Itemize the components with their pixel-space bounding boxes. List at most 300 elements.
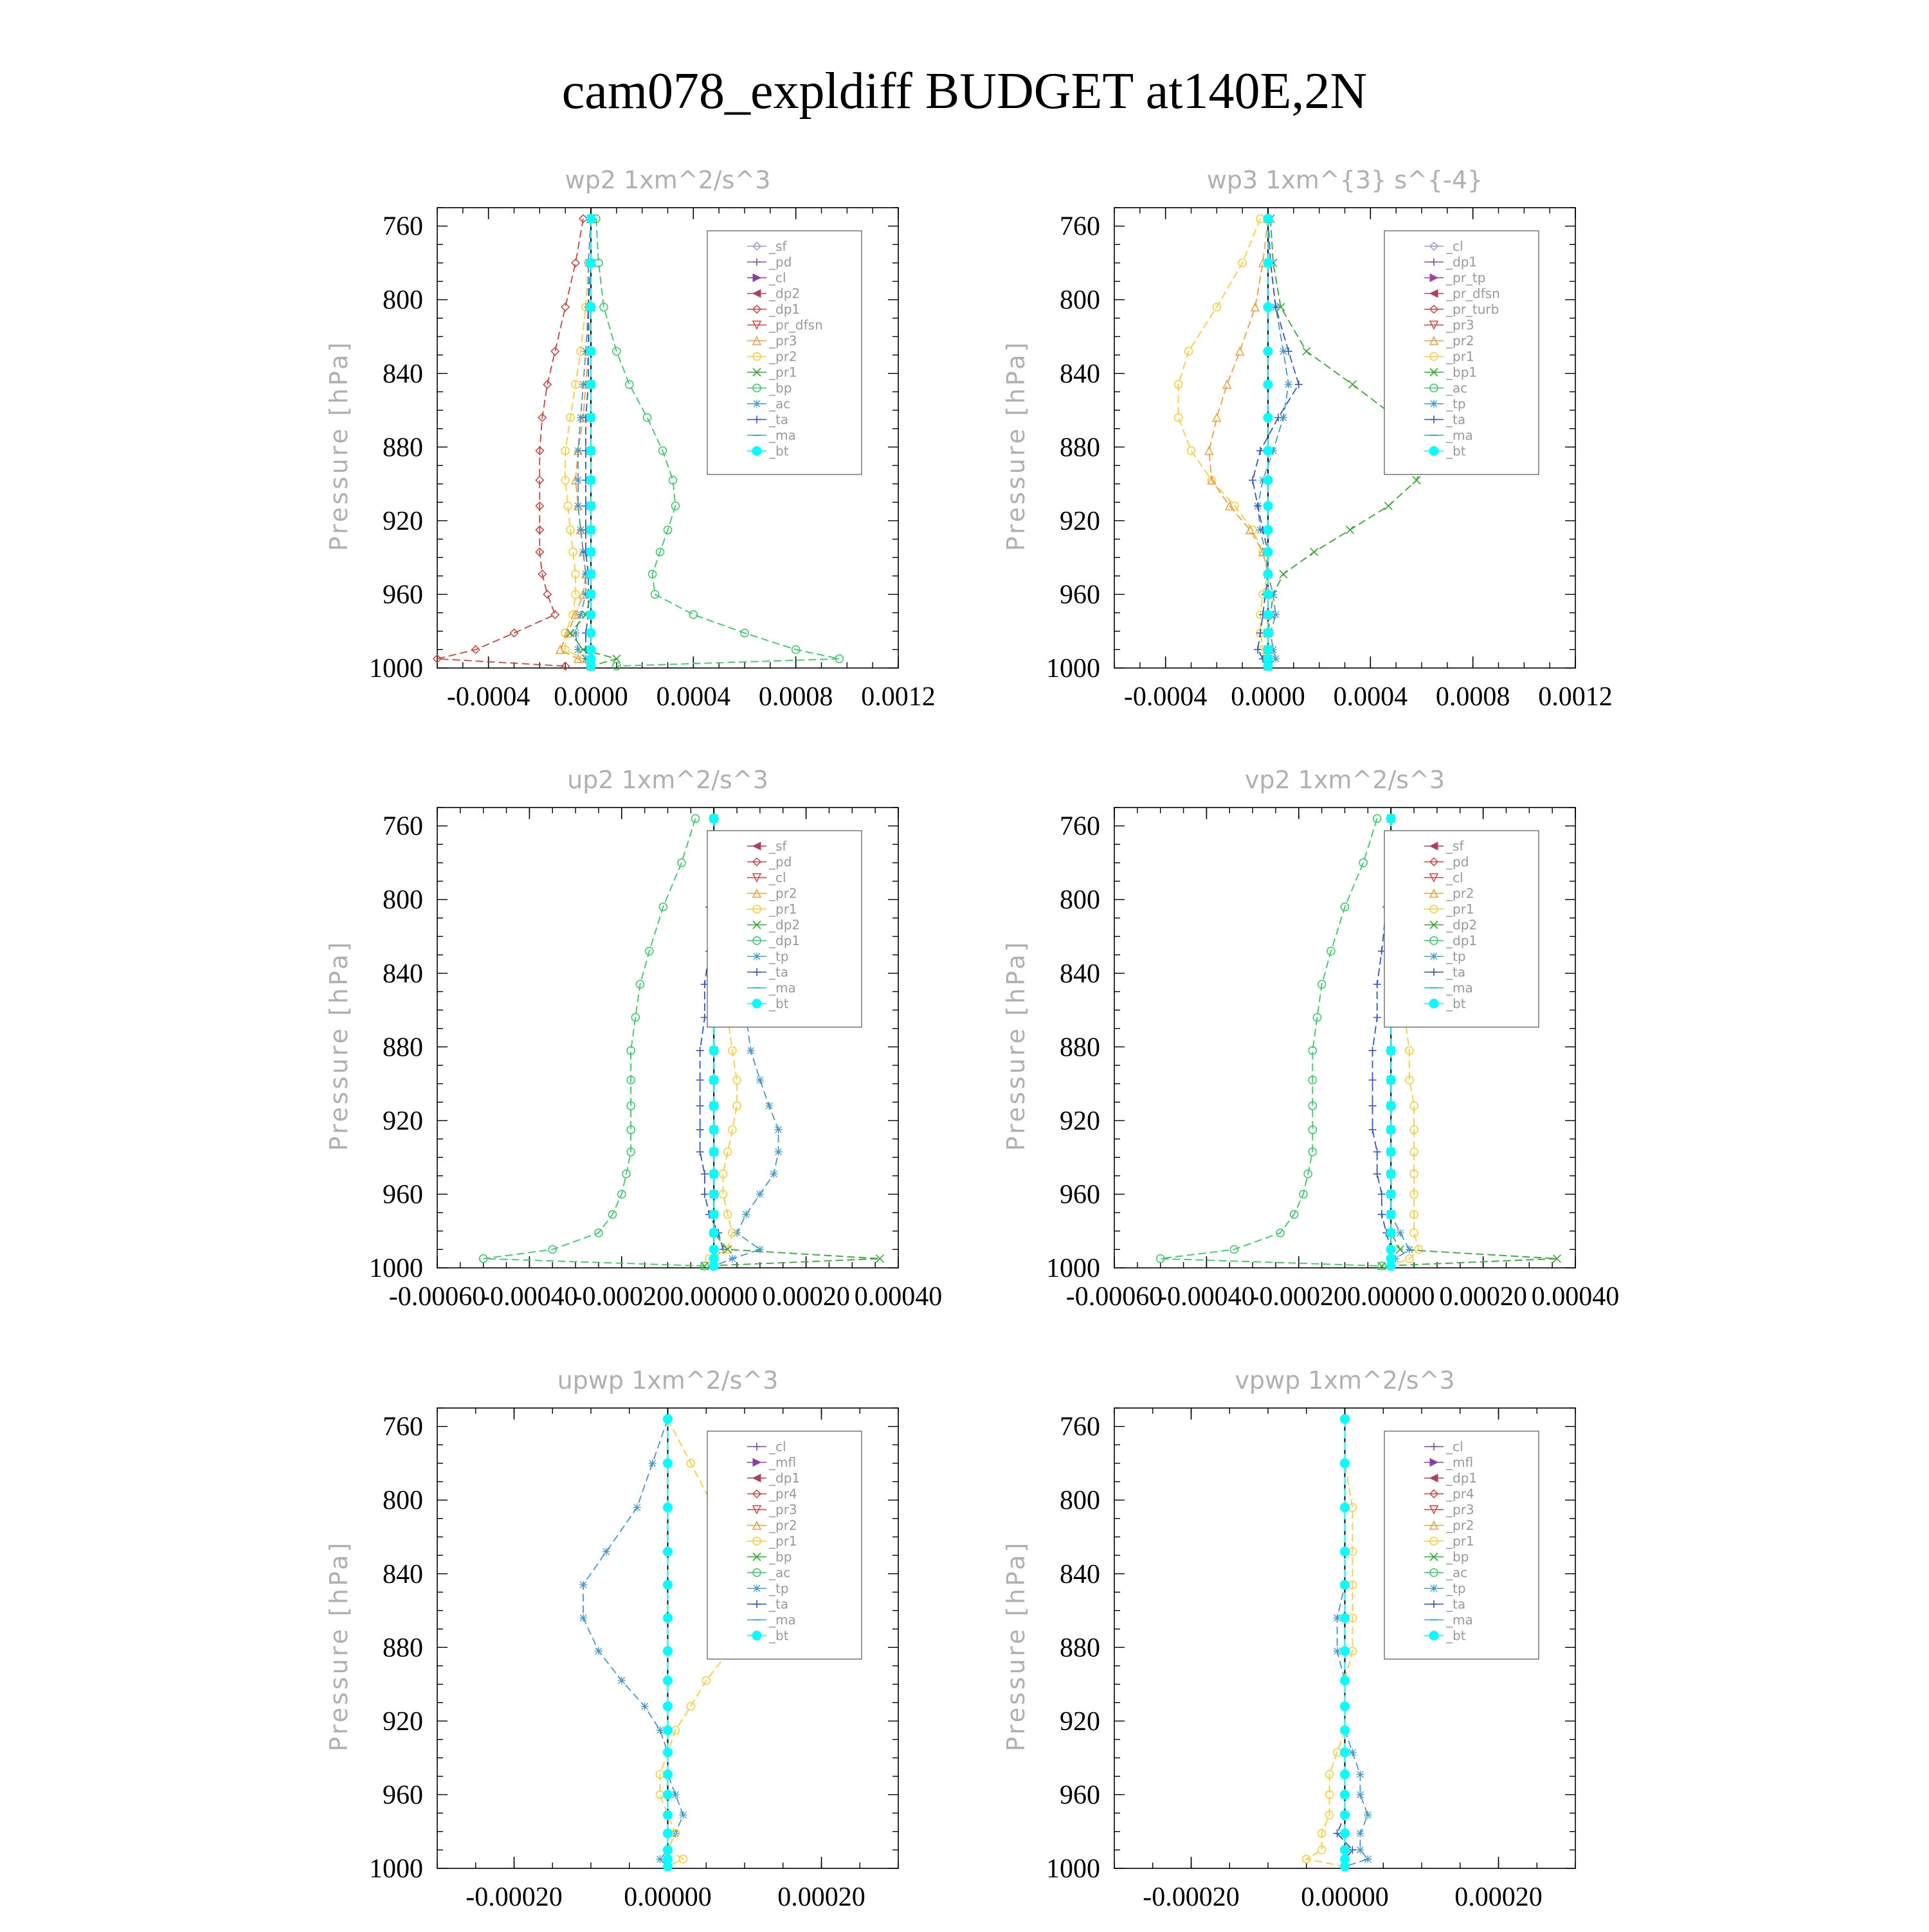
data-point xyxy=(729,1255,736,1263)
legend-label: _pr3 xyxy=(769,333,797,348)
legend-label: _ta xyxy=(1446,964,1466,980)
y-tick-label: 800 xyxy=(383,885,423,916)
data-point xyxy=(664,1845,673,1854)
data-point xyxy=(574,447,582,455)
x-tick-label: 0.00000 xyxy=(1346,1282,1435,1312)
y-tick-label: 1000 xyxy=(1046,654,1100,683)
legend-label: _bt xyxy=(769,1628,789,1643)
data-point xyxy=(1348,1749,1356,1756)
legend-label: _pr1 xyxy=(1446,1533,1474,1549)
data-point xyxy=(1406,1245,1413,1253)
y-tick-label: 920 xyxy=(383,1706,423,1737)
y-tick-label: 880 xyxy=(1060,1033,1100,1063)
x-tick-label: 0.00020 xyxy=(777,1882,865,1912)
legend-label: _bp xyxy=(769,380,792,396)
data-point xyxy=(1263,645,1272,654)
legend-label: _pr1 xyxy=(1446,348,1474,365)
main-title: cam078_expldiff BUDGET at140E,2N xyxy=(561,63,1368,120)
legend-label: _pr1 xyxy=(769,1533,797,1549)
data-point xyxy=(657,1855,664,1863)
y-tick-label: 800 xyxy=(1060,885,1100,916)
data-point xyxy=(586,662,595,671)
y-tick-label: 960 xyxy=(1060,1180,1100,1210)
legend-label: _pr_dfsn xyxy=(1446,285,1500,302)
data-point xyxy=(1386,1101,1395,1110)
legend-label: _dp1 xyxy=(1446,933,1478,948)
legend-label: _dp2 xyxy=(769,917,801,933)
data-point xyxy=(709,1101,718,1110)
y-tick-label: 1000 xyxy=(369,1854,423,1884)
legend-label: _dp2 xyxy=(769,285,801,302)
data-point xyxy=(664,1748,673,1757)
y-tick-label: 840 xyxy=(1060,1559,1100,1589)
legend-marker xyxy=(753,953,761,961)
x-tick-label: 0.0008 xyxy=(758,682,833,712)
data-point xyxy=(1334,1647,1341,1655)
y-tick-label: 880 xyxy=(383,1033,423,1063)
data-point xyxy=(671,1791,679,1798)
data-point xyxy=(756,1190,764,1198)
y-tick-label: 1000 xyxy=(1046,1254,1100,1283)
legend-label: _sf xyxy=(1446,838,1464,854)
y-tick-label: 920 xyxy=(1060,1706,1100,1737)
legend-label: _bp xyxy=(1446,1549,1469,1565)
data-point xyxy=(1285,381,1292,388)
data-point xyxy=(1272,611,1280,618)
legend-label: _ma xyxy=(769,980,796,996)
y-tick-label: 840 xyxy=(383,1559,423,1589)
legend-label: _pr1 xyxy=(769,901,797,917)
data-point xyxy=(664,1414,673,1423)
x-tick-label: 0.0012 xyxy=(861,682,936,712)
chart-panel xyxy=(1002,166,1613,712)
legend-label: _bp xyxy=(769,1549,792,1565)
y-tick-label: 960 xyxy=(383,580,423,610)
x-tick-label: 0.0004 xyxy=(1333,682,1408,712)
data-point xyxy=(586,525,595,534)
data-point xyxy=(586,214,595,223)
data-point xyxy=(1263,303,1272,312)
legend-label: _pr2 xyxy=(1446,1517,1474,1533)
data-point xyxy=(1263,258,1272,267)
y-axis-label: Pressure [hPa] xyxy=(1002,1540,1030,1752)
data-point xyxy=(664,1547,673,1556)
data-point xyxy=(1334,1614,1341,1621)
data-point xyxy=(664,1726,673,1735)
data-point xyxy=(1386,1076,1395,1085)
chart-title: vp2 1xm^2/s^3 xyxy=(1244,766,1445,794)
legend-label: _pr_tp xyxy=(1446,270,1486,285)
legend-label: _pr_turb xyxy=(1446,302,1499,317)
y-tick-label: 760 xyxy=(383,212,423,242)
data-point xyxy=(1341,1770,1350,1779)
y-axis-label: Pressure [hPa] xyxy=(1002,939,1030,1151)
x-tick-label: -0.0004 xyxy=(1123,682,1208,712)
data-point xyxy=(709,1245,718,1254)
data-point xyxy=(756,1245,764,1253)
legend-label: _pr2 xyxy=(1446,885,1474,901)
legend-marker xyxy=(1429,999,1438,1008)
chart-title: wp2 1xm^2/s^3 xyxy=(565,166,771,194)
data-point xyxy=(586,413,595,422)
data-point xyxy=(1341,1503,1350,1512)
x-tick-label: 0.0000 xyxy=(554,682,628,712)
legend-label: _tp xyxy=(1446,396,1466,411)
data-point xyxy=(664,1829,673,1838)
y-tick-label: 960 xyxy=(383,1180,423,1210)
data-point xyxy=(1341,1580,1350,1589)
legend-label: _bt xyxy=(769,996,789,1011)
legend-label: _sf xyxy=(769,838,787,854)
data-point xyxy=(1356,1846,1364,1854)
data-point xyxy=(1263,662,1272,671)
legend-label: _pd xyxy=(769,254,792,270)
data-point xyxy=(1263,476,1272,485)
data-point xyxy=(709,1125,718,1134)
legend-label: _ac xyxy=(769,396,791,411)
legend-label: _pr3 xyxy=(769,1502,797,1517)
data-point xyxy=(1386,1189,1395,1198)
data-point xyxy=(664,1503,673,1512)
x-tick-label: 0.00000 xyxy=(669,1282,758,1312)
data-point xyxy=(595,1647,602,1655)
x-tick-label: -0.00060 xyxy=(1065,1282,1163,1312)
y-axis-label: Pressure [hPa] xyxy=(1002,339,1030,552)
legend-label: _cl xyxy=(1446,1439,1463,1454)
legend-label: _dp1 xyxy=(1446,1470,1478,1486)
data-point xyxy=(742,1211,750,1218)
data-point xyxy=(1341,1702,1350,1711)
legend-label: _ac xyxy=(1446,380,1468,396)
data-point xyxy=(586,446,595,455)
data-point xyxy=(1341,1829,1350,1838)
chart-panel xyxy=(1002,1366,1575,1912)
chart-panel xyxy=(1002,766,1619,1312)
data-point xyxy=(709,1046,718,1055)
x-tick-label: 0.0012 xyxy=(1538,682,1613,712)
data-point xyxy=(709,1229,718,1238)
legend-marker xyxy=(1429,1631,1438,1640)
legend-label: _mfl xyxy=(769,1454,797,1470)
legend-label: _dp2 xyxy=(1446,917,1478,933)
x-tick-label: 0.00000 xyxy=(624,1882,712,1912)
y-tick-label: 840 xyxy=(1060,359,1100,389)
y-tick-label: 800 xyxy=(1060,285,1100,316)
data-point xyxy=(586,645,595,654)
y-tick-label: 800 xyxy=(383,1486,423,1516)
data-point xyxy=(664,1790,673,1799)
data-point xyxy=(1386,1229,1395,1238)
data-point xyxy=(1356,1791,1364,1798)
data-point xyxy=(1364,1855,1372,1863)
legend-label: _ta xyxy=(769,1596,789,1612)
legend-marker xyxy=(1430,400,1438,408)
y-tick-label: 800 xyxy=(1060,1486,1100,1516)
x-tick-label: -0.00040 xyxy=(1158,1282,1255,1312)
data-point xyxy=(1386,1261,1395,1270)
legend-label: _bt xyxy=(769,443,789,459)
legend-label: _tp xyxy=(1446,1580,1466,1596)
legend-label: _ma xyxy=(1446,1612,1473,1628)
y-tick-label: 880 xyxy=(1060,433,1100,463)
data-point xyxy=(1341,1459,1350,1468)
data-point xyxy=(586,476,595,485)
x-tick-label: 0.00020 xyxy=(1439,1282,1527,1312)
x-tick-label: -0.00020 xyxy=(573,1282,671,1312)
data-point xyxy=(664,1702,673,1711)
x-tick-label: -0.00060 xyxy=(388,1282,486,1312)
data-point xyxy=(709,1076,718,1085)
legend-label: _tp xyxy=(769,948,789,964)
x-tick-label: 0.0004 xyxy=(656,682,731,712)
data-point xyxy=(574,476,582,484)
data-point xyxy=(586,629,595,638)
data-point xyxy=(586,590,595,599)
legend-marker xyxy=(1429,447,1438,456)
x-tick-label: 0.00020 xyxy=(762,1282,850,1312)
y-tick-label: 960 xyxy=(1060,1780,1100,1810)
data-point xyxy=(709,1189,718,1198)
y-tick-label: 760 xyxy=(1060,212,1100,242)
x-tick-label: -0.00020 xyxy=(466,1882,563,1912)
y-tick-label: 840 xyxy=(383,959,423,989)
y-axis-label: Pressure [hPa] xyxy=(325,339,353,552)
chart-title: wp3 1xm^{3} s^{-4} xyxy=(1206,166,1483,194)
data-point xyxy=(602,1548,610,1555)
data-point xyxy=(1263,347,1272,356)
data-point xyxy=(1263,548,1272,557)
data-point xyxy=(586,258,595,267)
legend-label: _pr1 xyxy=(1446,901,1474,917)
y-tick-label: 960 xyxy=(1060,580,1100,610)
data-point xyxy=(664,1580,673,1589)
data-point xyxy=(1386,1148,1395,1157)
data-point xyxy=(709,814,718,823)
data-point xyxy=(1263,570,1272,579)
y-tick-label: 960 xyxy=(383,1780,423,1810)
legend-label: _pr3 xyxy=(1446,317,1474,333)
y-tick-label: 920 xyxy=(1060,506,1100,536)
legend-label: _dp1 xyxy=(769,1470,801,1486)
legend-label: _pr2 xyxy=(769,348,797,365)
data-point xyxy=(586,380,595,389)
y-axis-label: Pressure [hPa] xyxy=(325,1540,353,1752)
legend-label: _bp1 xyxy=(1446,365,1478,380)
data-point xyxy=(664,1459,673,1468)
data-point xyxy=(1263,525,1272,534)
data-point xyxy=(709,1148,718,1157)
data-point xyxy=(1386,1169,1395,1178)
data-point xyxy=(1386,814,1395,823)
data-point xyxy=(1263,413,1272,422)
data-point xyxy=(1386,1210,1395,1219)
x-tick-label: 0.00000 xyxy=(1301,1882,1389,1912)
legend-label: _tp xyxy=(769,1580,789,1596)
legend-label: _ma xyxy=(1446,428,1473,443)
data-point xyxy=(664,1647,673,1656)
chart-title: up2 1xm^2/s^3 xyxy=(567,766,768,794)
data-point xyxy=(1341,1862,1350,1871)
data-point xyxy=(1341,1790,1350,1799)
y-tick-label: 760 xyxy=(383,811,423,842)
legend-label: _pr4 xyxy=(1446,1486,1474,1502)
legend-label: _dp1 xyxy=(769,933,801,948)
x-tick-label: -0.0004 xyxy=(446,682,530,712)
chart-panel xyxy=(325,1366,898,1912)
legend-label: _ta xyxy=(769,964,789,980)
data-point xyxy=(586,548,595,557)
data-point xyxy=(586,610,595,619)
y-tick-label: 920 xyxy=(383,506,423,536)
data-point xyxy=(586,570,595,579)
legend-marker xyxy=(1430,953,1438,961)
data-point xyxy=(1356,1771,1364,1778)
data-point xyxy=(649,1459,657,1467)
data-point xyxy=(1341,1676,1350,1685)
data-point xyxy=(1341,1613,1350,1622)
y-tick-label: 880 xyxy=(1060,1633,1100,1663)
legend-label: _pr4 xyxy=(769,1486,797,1502)
legend-marker xyxy=(752,1631,761,1640)
legend-label: _cl xyxy=(1446,870,1463,885)
data-point xyxy=(747,1047,755,1054)
data-point xyxy=(579,1614,587,1621)
legend-label: _ta xyxy=(769,411,789,428)
data-point xyxy=(709,1169,718,1178)
data-point xyxy=(756,1076,764,1084)
y-tick-label: 920 xyxy=(383,1106,423,1136)
legend-label: _ac xyxy=(1446,1565,1468,1580)
legend-label: _sf xyxy=(769,239,787,254)
data-point xyxy=(709,1261,718,1270)
data-point xyxy=(1341,1845,1350,1854)
x-tick-label: 0.0008 xyxy=(1435,682,1510,712)
data-point xyxy=(709,1210,718,1219)
data-point xyxy=(1341,1726,1350,1735)
legend-marker xyxy=(753,400,761,408)
data-point xyxy=(775,1126,783,1133)
legend-label: _pr2 xyxy=(769,1517,797,1533)
data-point xyxy=(664,1810,673,1819)
chart-panel xyxy=(325,766,942,1312)
data-point xyxy=(1341,1547,1350,1556)
data-point xyxy=(1341,1647,1350,1656)
legend-marker xyxy=(752,999,761,1008)
legend-label: _cl xyxy=(769,270,786,285)
legend-label: _cl xyxy=(769,1439,786,1454)
legend-label: _dp1 xyxy=(1446,254,1478,270)
legend-marker xyxy=(752,447,761,456)
legend-label: _ma xyxy=(769,428,796,443)
x-tick-label: 0.0000 xyxy=(1231,682,1305,712)
legend-label: _ma xyxy=(769,1612,796,1628)
y-tick-label: 1000 xyxy=(1046,1854,1100,1884)
data-point xyxy=(1341,1810,1350,1819)
data-point xyxy=(1341,1748,1350,1757)
data-point xyxy=(770,1170,777,1178)
y-tick-label: 760 xyxy=(1060,811,1100,842)
legend-label: _pr3 xyxy=(1446,1502,1474,1517)
data-point xyxy=(641,1702,649,1710)
data-point xyxy=(1263,590,1272,599)
x-tick-label: -0.00040 xyxy=(481,1282,578,1312)
data-point xyxy=(657,1726,664,1734)
data-point xyxy=(574,502,582,510)
data-point xyxy=(1263,610,1272,619)
legend-marker xyxy=(1430,1585,1438,1593)
data-point xyxy=(733,1229,741,1237)
y-tick-label: 1000 xyxy=(369,654,423,683)
data-point xyxy=(1263,629,1272,638)
legend-label: _bt xyxy=(1446,1628,1466,1643)
data-point xyxy=(765,1102,773,1110)
data-point xyxy=(586,347,595,356)
legend-label: _cl xyxy=(1446,239,1463,254)
y-tick-label: 840 xyxy=(383,359,423,389)
data-point xyxy=(1397,1229,1404,1237)
data-point xyxy=(1341,1414,1350,1423)
legend-label: _pr1 xyxy=(769,365,797,380)
y-tick-label: 880 xyxy=(383,433,423,463)
data-point xyxy=(679,1811,687,1819)
data-point xyxy=(1263,501,1272,510)
y-tick-label: 1000 xyxy=(369,1254,423,1283)
y-tick-label: 920 xyxy=(1060,1106,1100,1136)
data-point xyxy=(618,1677,626,1684)
legend-label: _ta xyxy=(1446,1596,1466,1612)
x-tick-label: -0.00020 xyxy=(1250,1282,1348,1312)
x-tick-label: -0.00020 xyxy=(1143,1882,1240,1912)
legend-label: _bt xyxy=(1446,996,1466,1011)
data-point xyxy=(1364,1811,1372,1819)
legend-label: _tp xyxy=(1446,948,1466,964)
legend-label: _pr2 xyxy=(769,885,797,901)
data-point xyxy=(586,501,595,510)
legend-label: _cl xyxy=(769,870,786,885)
x-tick-label: 0.00020 xyxy=(1454,1882,1543,1912)
legend-label: _pr2 xyxy=(1446,333,1474,348)
data-point xyxy=(664,1676,673,1685)
y-axis-label: Pressure [hPa] xyxy=(325,939,353,1151)
legend-label: _pd xyxy=(1446,854,1469,870)
data-point xyxy=(1263,214,1272,223)
data-point xyxy=(664,1613,673,1622)
data-point xyxy=(1272,655,1280,663)
data-point xyxy=(1386,1046,1395,1055)
x-tick-label: 0.00040 xyxy=(1531,1282,1620,1312)
data-point xyxy=(633,1504,641,1512)
legend-marker xyxy=(753,1585,761,1593)
legend-label: _ac xyxy=(769,1565,791,1580)
data-point xyxy=(1263,380,1272,389)
chart-panel xyxy=(325,166,936,712)
y-tick-label: 760 xyxy=(1060,1412,1100,1442)
legend-label: _ma xyxy=(1446,980,1473,996)
legend-label: _bt xyxy=(1446,443,1466,459)
data-point xyxy=(1356,1830,1364,1837)
data-point xyxy=(586,303,595,312)
chart-title: upwp 1xm^2/s^3 xyxy=(557,1366,779,1395)
data-point xyxy=(1386,1125,1395,1134)
legend-label: _mfl xyxy=(1446,1454,1474,1470)
y-tick-label: 880 xyxy=(383,1633,423,1663)
y-tick-label: 840 xyxy=(1060,959,1100,989)
data-point xyxy=(579,1581,587,1589)
data-point xyxy=(664,1862,673,1871)
legend-label: _ta xyxy=(1446,411,1466,428)
data-point xyxy=(1386,1245,1395,1254)
data-point xyxy=(1263,446,1272,455)
